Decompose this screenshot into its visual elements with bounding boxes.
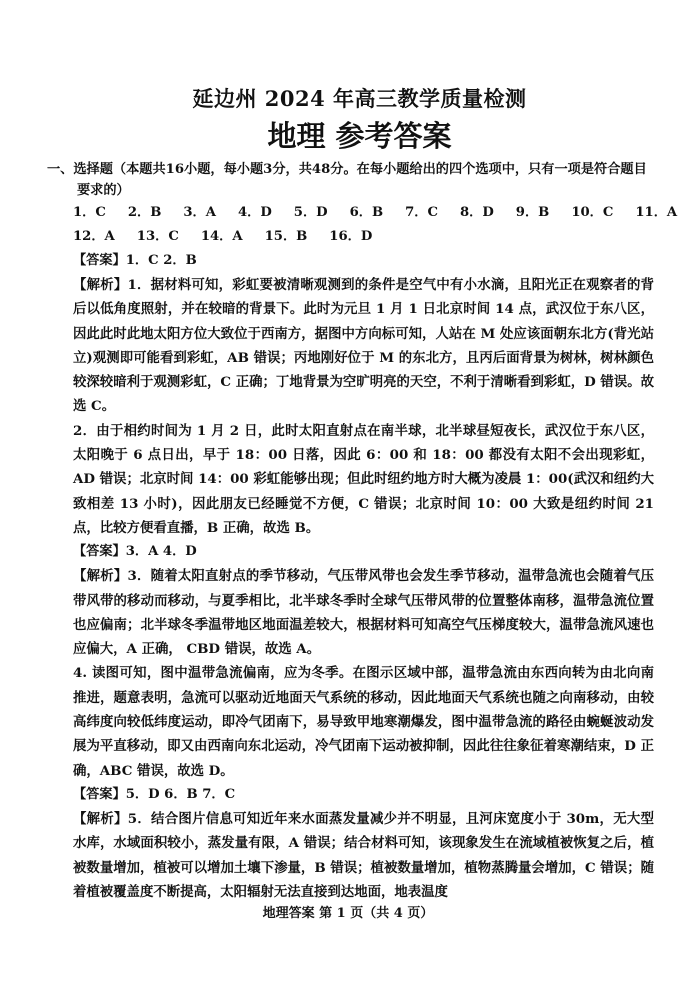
explanation-paragraph: 2．由于相约时间为 1 月 2 日，此时太阳直射点在南半球，北半球昼短夜长，武汉位于东八区，太阳晚于 6 点日出，早于 18：00 日落，因此 6：00 和 18：00 都没有太阳不会出现彩虹，AD 错误；北京时间 14：00 彩虹能够出现；但此时纽约地方时大概为凌晨 1：00(武汉和纽约大致相差 13 小时)，因此朋友已经睡觉不方便，C 错误；北京时间 10：00 大致是纽约时间 21 点，比较方便看直播，B 正确，故选 B。 (73, 422, 654, 536)
answer-item: 12．A (73, 229, 115, 244)
answer-item: 7．C (405, 205, 438, 220)
answer-tag: 【答案】1．C 2．B (73, 253, 197, 268)
section-heading: 一、选择题（本题共16小题，每小题3分，共48分。在每小题给出的四个选项中，只有一项是符合题目要求的） (47, 162, 647, 198)
explanation-paragraph: 4. 读图可知，图中温带急流偏南，应为冬季。在图示区域中部，温带急流由东西向转为由北向南推进，题意表明，急流可以驱动近地面天气系统的移动，因此地面天气系统也随之向南移动，由较高纬度向较低纬度运动，即冷气团南下，易导致甲地寒潮爆发，图中温带急流的路径由蜿蜒波动发展为平直移动，即又由西南向东北运动，冷气团南下运动被抑制，因此往往象征着寒潮结束，D 正确，ABC 错误，故选 D。 (73, 665, 654, 779)
page-footer: 地理答案 第 1 页（共 4 页） (262, 906, 434, 921)
answer-tag: 【答案】3．A 4．D (73, 544, 197, 560)
answer-item: 2．B (127, 205, 162, 220)
page-title: 延边州 2024 年高三教学质量检测 (192, 86, 527, 111)
answer-row-1 (73, 201, 678, 225)
answer-item: 1．C (73, 205, 106, 220)
page-subtitle: 地理 参考答案 (267, 119, 452, 153)
answer-item: 14．A (200, 229, 243, 244)
answer-row-2 (73, 225, 654, 249)
answer-item: 9．B (515, 205, 550, 220)
answer-item: 4．D (237, 205, 272, 220)
answer-item: 8．D (459, 205, 494, 220)
answer-item: 3．A (183, 205, 216, 220)
answer-item: 13．C (136, 229, 179, 244)
answer-item: 10．C (571, 205, 614, 220)
answer-tag: 【答案】5．D 6．B 7．C (73, 786, 236, 802)
explanation-paragraph: 【解析】1．据材料可知，彩虹要被清晰观测到的条件是空气中有小水滴，且阳光正在观察者的背后以低角度照射，并在较暗的背景下。此时为元旦 1 月 1 日北京时间 14 点，武汉位于东八区，因此此时此地太阳方位大致位于西南方，据图中方向标可知，人站在 M 处应该面朝东北方(背光站立)观测即可能看到彩虹，AB 错误；丙地刚好位于 M 的东北方，且丙后面背景为树林，树林颜色较深较暗利于观测彩虹，C 正确；丁地背景为空旷明亮的天空，不利于清晰看到彩虹，D 错误。故选 C。 (73, 277, 654, 415)
answer-item: 6．B (349, 205, 384, 220)
answer-item: 15．B (264, 229, 308, 244)
explanation-paragraph: 【解析】5．结合图片信息可知近年来水面蒸发量减少并不明显，且河床宽度小于 30m，无大型水库，水域面积较小，蒸发量有限，A 错误；结合材料可知，该现象发生在流域植被恢复之后，植被数量增加，植被可以增加土壤下渗量，B 错误；植被数量增加，植物蒸腾量会增加，C 错误；随着植被覆盖度不断提高，太阳辐射无法直接到达地面，地表温度 (73, 810, 654, 900)
explanation-paragraph: 【解析】3．随着太阳直射点的季节移动，气压带风带也会发生季节移动，温带急流也会随着气压带风带的移动而移动，与夏季相比，北半球冬季时全球气压带风带的位置整体南移，温带急流位置也应偏南；北半球冬季温带地区地面温差较大，根据材料可知高空气压梯度较大，温带急流风速也应偏大，A 正确， CBD 错误，故选 A。 (73, 568, 654, 658)
answer-item: 5．D (293, 205, 328, 220)
answer-item: 11．A (635, 205, 678, 220)
answer-item: 16．D (329, 229, 373, 244)
